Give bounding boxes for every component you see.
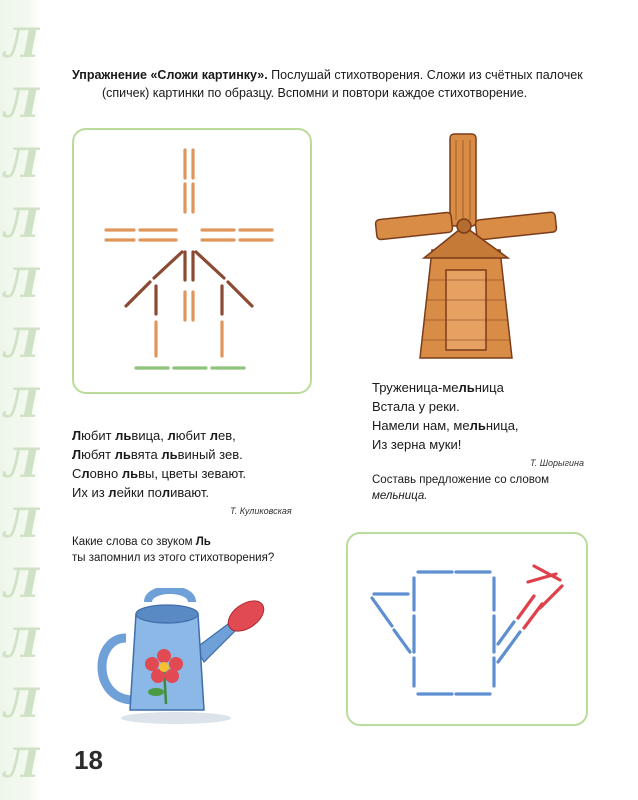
mill-poem-author: Т. Шорыгина [530, 458, 585, 468]
mill-task-text: Составь предложение со словом [372, 474, 550, 486]
stick [518, 596, 534, 618]
stick [498, 622, 514, 644]
letter-decoration: Л [4, 320, 40, 367]
stick [498, 632, 520, 662]
question-sound: Ль [195, 536, 211, 548]
page-number: 18 [74, 745, 103, 775]
letter-decoration: Л [4, 80, 40, 127]
lion-poem-line: Их из лейки поливают. [72, 485, 209, 500]
question-text: Какие слова со звуком [72, 536, 196, 548]
letter-decoration: Л [4, 740, 40, 787]
lion-poem-author: Т. Куликовская [230, 506, 292, 516]
letter-decoration: Л [4, 680, 40, 727]
letter-decoration: Л [4, 200, 40, 247]
question-text-line2: ты запомнил из этого стихотворения? [72, 552, 275, 564]
letter-decoration: Л [4, 140, 40, 187]
watering-can-sticks-pattern [348, 534, 586, 724]
lion-poem-line: Любят львята львиный зев. [72, 447, 243, 462]
letter-decoration: Л [4, 500, 40, 547]
letter-decoration: Л [4, 380, 40, 427]
stick [228, 282, 252, 306]
instruction-text-line2: (спичек) картинки по образцу. Вспомни и повтори каждое стихотворение. [102, 86, 528, 100]
watering-can-icon [96, 588, 276, 728]
letter-decoration: Л [4, 560, 40, 607]
instruction-text: Послушай стихотворения. Сложи из счётных палочек [267, 68, 583, 82]
letter-decoration: Л [4, 260, 40, 307]
letter-decoration: Л [4, 20, 40, 67]
watering-can-sticks-frame [346, 532, 588, 726]
letter-decoration: Л [4, 620, 40, 667]
mill-poem-line: Намели нам, мельница, [372, 418, 519, 433]
lion-poem-line: Любит львица, любит лев, [72, 428, 236, 443]
mill-task [372, 472, 549, 504]
stick [196, 252, 224, 278]
letter-decoration: Л [4, 440, 40, 487]
exercise-instruction [72, 66, 612, 102]
mill-poem-line: Труженица-мельница [372, 380, 504, 395]
lion-poem-line: Словно львы, цветы зевают. [72, 466, 247, 481]
windmill-icon [372, 130, 562, 360]
stick [154, 252, 182, 278]
stick [372, 598, 392, 626]
stick [540, 586, 562, 608]
lion-poem [72, 426, 246, 502]
exercise-title: Упражнение «Сложи картинку». [72, 68, 268, 82]
mill-poem [372, 378, 519, 454]
stick [394, 630, 410, 652]
stick [126, 282, 150, 306]
mill-task-word: мельница. [372, 490, 428, 502]
mill-poem-line: Из зерна муки! [372, 437, 462, 452]
decorative-letter-strip [0, 0, 40, 800]
mill-poem-line: Встала у реки. [372, 399, 460, 414]
question [72, 534, 274, 566]
windmill-sticks-frame [72, 128, 312, 394]
windmill-sticks-pattern [74, 130, 310, 392]
